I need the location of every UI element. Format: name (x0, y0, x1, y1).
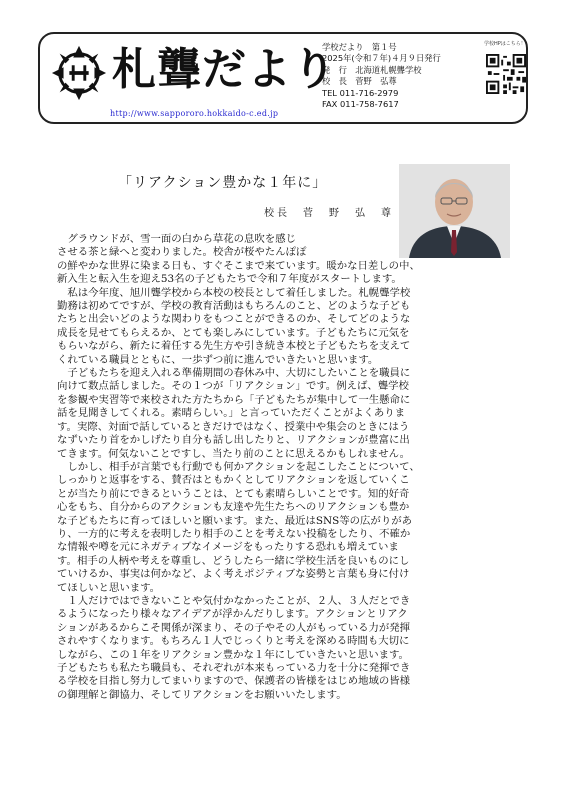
school-url[interactable]: http://www.sappororo.hokkaido-c.ed.jp (110, 109, 279, 118)
body-line: しながら、この１年をリアクション豊かな１年にしていきたいと思います。 (57, 648, 409, 661)
body-line: てきます。何気ないことですし、当たり前のことに思えるかもしれません。 (57, 447, 411, 460)
body-line: ションがあるからこそ関係が深まり、その子やその人がもっている力が発揮 (57, 621, 411, 634)
body-line: 子どもたちも私たち職員も、それぞれが本来もっている力を十分に発揮でき (57, 662, 411, 674)
article-title: 「リアクション豊かな１年に」 (118, 175, 328, 191)
issue-info (322, 42, 441, 110)
body-line: 心をもち、自分からのアクションも友達や先生たちへのリアクションも豊か (57, 501, 410, 514)
body-line: り、一方的に考えを表明したり相手のことを考えない投稿をしたり、不確か (57, 527, 411, 540)
body-line: しっかりと返事をする、賛否はともかくとしてリアクションを返していくこ (57, 474, 410, 487)
fax-number: FAX 011-758-7617 (322, 99, 399, 110)
body-line: もらいながら、新たに着任する先生方や引き続き本校と子どもたちを支えて (57, 340, 411, 353)
body-line: な子どもたちに育ってほしいと願います。また、最近はSNS等の広がりがあ (57, 514, 412, 527)
body-line: るようになったり様々なアイデアが浮かんだりします。アクションとリアク (57, 608, 408, 621)
body-line: なずいたり首をかしげたり自分も話し出したりと、リアクションが豊富に出 (57, 434, 410, 447)
body-line: たちと出会いどのような関わりをもつことができるのか、そしてどのような (57, 313, 411, 326)
newsletter-header (38, 32, 528, 124)
body-line: 向けて数点話しました。その１つが「リアクション」です。例えば、聾学校 (57, 380, 409, 393)
issue-number: 学校だより 第１号 (322, 42, 397, 52)
body-line: 勤務は初めてですが、学校の教育活動はもちろんのこと、どのような子ども (57, 300, 411, 313)
tel-number: TEL 011-716-2979 (322, 87, 399, 98)
body-line: てほしいと思います。 (57, 581, 161, 594)
article-body (57, 233, 513, 702)
body-line: 成長を見せてもらえるか、とても楽しみにしています。子どもたちに元気を (57, 326, 410, 339)
body-line: す。相手の人柄や考えを尊重し、どうしたら一緒に学校生活を良いものにし (57, 554, 410, 567)
body-line: グラウンドが、雪一面の白から草花の息吹を感じ (57, 233, 296, 245)
body-line: くれている職員とともに、一歩ずつ前に進んでいきたいと思います。 (57, 353, 379, 366)
body-line: の御理解と御協力、そしてリアクションをお願いいたします。 (57, 688, 347, 701)
body-line: 話を見聞きしてくれる。素晴らしい。」と言っていただくことがよくありま (57, 407, 406, 420)
publisher: 発 行 北海道札幌聾学校 (322, 64, 422, 75)
body-line: す。実際、対面で話しているときだけではなく、授業中や集会のときにはう (57, 420, 410, 433)
article-author: 校長 菅 野 弘 尊 (264, 208, 394, 219)
body-line: 新入生と転入生を迎え53名の子どもたちで令和７年度がスタートします。 (57, 273, 402, 286)
qr-code-icon[interactable] (486, 54, 526, 94)
body-line: しかし、相手が言葉でも行動でも何かアクションを起こしたことについて、 (57, 460, 420, 473)
school-emblem-icon (50, 44, 108, 102)
body-line: させる茶と緑へと変わりました。校舎が桜やたんぽぽ (57, 246, 307, 259)
body-line: な情報や噂を元にネガティブなイメージをもったりする恐れも増えていま (57, 541, 399, 554)
body-line: とが当たり前にできるということは、とても素晴らしいことです。知的好奇 (57, 487, 410, 500)
body-line: されやすくなります。もちろん１人でじっくりと考えを深める時間も大切に (57, 635, 410, 648)
body-line: の鮮やかな世界に染まる日も、すぐそこまで来ています。暖かな日差しの中、 (57, 259, 420, 272)
body-line: を参観や実習等で来校された方たちから「子どもたちが集中して一生懸命に (57, 393, 411, 406)
body-line: ていけるか、事実は何かなど、よく考えポジティブな姿勢と言葉も身に付け (57, 568, 410, 581)
body-line: 子どもたちを迎え入れる準備期間の春休み中、大切にしたいことを職員に (57, 367, 411, 380)
newsletter-title: 札聾だより (112, 44, 337, 95)
qr-caption: 学校HPはこちら！ (484, 41, 526, 47)
body-line: 私は今年度、旭川聾学校から本校の校長として着任しました。札幌聾学校 (57, 286, 411, 299)
issue-date: 2025年(令和７年)４月９日発行 (322, 53, 441, 64)
principal-name: 校 長 菅野 弘尊 (322, 76, 397, 87)
body-line: １人だけではできないことや気付かなかったことが、２人、３人だとでき (57, 594, 411, 607)
body-line: る学校を目指し努力してまいりますので、保護者の皆様をはじめ地域の皆様 (57, 675, 411, 688)
